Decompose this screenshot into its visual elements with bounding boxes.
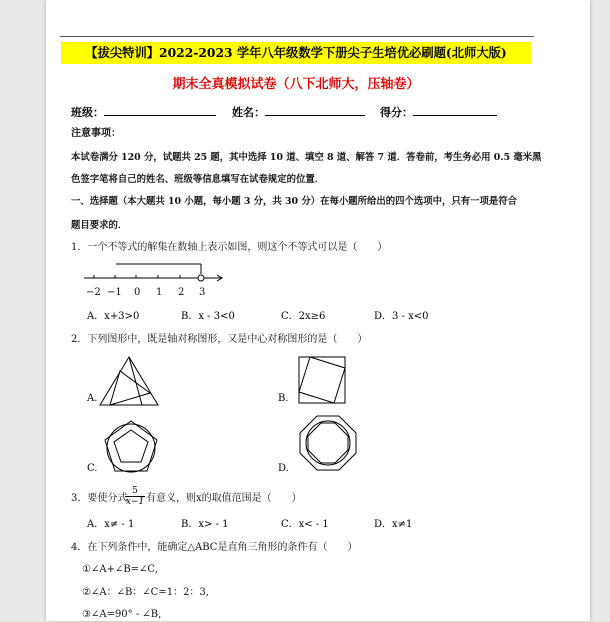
circle	[306, 421, 350, 465]
open-endpoint	[198, 275, 204, 281]
axis-label: −1	[107, 287, 122, 298]
score-field	[380, 104, 497, 120]
q1-option-a[interactable]: A．x+3>0	[87, 311, 140, 322]
q3-fraction	[125, 486, 145, 507]
name-blank[interactable]	[265, 104, 365, 116]
axis-label: 1	[156, 287, 163, 298]
q3-stem-post: 有意义，则x的取值范围是（ ）	[146, 493, 302, 504]
score-label: 得分：	[380, 106, 413, 119]
figure-d	[298, 414, 358, 472]
exam-subtitle: 期末全真模拟试卷（八下北师大，压轴卷）	[172, 77, 420, 92]
class-blank[interactable]	[104, 104, 216, 116]
outer-pentagon	[105, 421, 157, 471]
figure-c	[100, 418, 162, 474]
q2-label-b[interactable]: B.	[278, 393, 289, 404]
q3-stem-pre: 3．要使分式	[71, 493, 128, 504]
class-label: 班级：	[71, 106, 104, 119]
axis-label: 0	[134, 287, 141, 298]
header-rule	[60, 36, 534, 37]
banner-title: 【拔尖特训】2022-2023 学年八年级数学下册尖子生培优必刷题(北师大版)	[61, 42, 531, 64]
outer-triangle	[100, 357, 158, 405]
q2-label-d[interactable]: D.	[278, 463, 289, 474]
score-blank[interactable]	[413, 104, 497, 116]
class-field	[71, 104, 216, 120]
name-label: 姓名：	[232, 106, 265, 119]
circle	[107, 424, 155, 472]
fraction-numerator: 5	[132, 486, 138, 496]
q2-stem: 2．下列图形中，既是轴对称图形，又是中心对称图形的是（ ）	[71, 334, 368, 345]
q1-option-c[interactable]: C．2x≥6	[281, 311, 326, 322]
inner-square	[299, 357, 345, 403]
q2-label-c[interactable]: C.	[87, 463, 98, 474]
q4-condition-1: ①∠A+∠B=∠C,	[82, 564, 158, 575]
notes-line-1: 本试卷满分 120 分，试题共 25 题，其中选择 10 道、填空 8 道、解答 7 道．答卷前，考生务必用 0.5 毫米黑	[71, 152, 542, 163]
section1-line-2: 题目要求的．	[71, 220, 128, 231]
inner-triangle	[110, 371, 150, 405]
section1-line-1: 一、选择题（本大题共 10 小题，每小题 3 分，共 30 分）在每小题所给出的四个选项中，只有一项是符合	[71, 196, 517, 207]
figure-b	[297, 355, 349, 405]
q3-option-a[interactable]: A．x≠ - 1	[87, 519, 135, 530]
axis-label: 2	[178, 287, 185, 298]
q3-option-d[interactable]: D．x≠1	[374, 519, 413, 530]
notes-heading: 注意事项：	[71, 128, 121, 139]
figure-a	[98, 355, 160, 407]
axis-label: −2	[86, 287, 101, 298]
axis-label: 3	[199, 287, 206, 298]
q3-option-b[interactable]: B．x> - 1	[181, 519, 229, 530]
q2-label-a[interactable]: A.	[87, 393, 98, 404]
fraction-denominator: x−1	[125, 497, 145, 507]
inner-octagon	[308, 423, 348, 463]
q4-condition-2: ②∠A：∠B：∠C=1：2：3,	[82, 587, 209, 598]
q1-option-b[interactable]: B．x - 3<0	[181, 311, 235, 322]
name-field	[232, 104, 365, 120]
notes-line-2: 色签字笔将自己的姓名、班级等信息填写在试卷规定的位置．	[71, 174, 325, 185]
q1-option-d[interactable]: D．3 - x<0	[374, 311, 429, 322]
q3-option-c[interactable]: C．x< - 1	[281, 519, 329, 530]
q4-condition-3: ③∠A=90° - ∠B,	[82, 609, 162, 620]
q4-stem: 4．在下列条件中，能确定△ABC是直角三角形的条件有（ ）	[71, 542, 358, 553]
q1-stem: 1．一个不等式的解集在数轴上表示如图，则这个不等式可以是（ ）	[71, 242, 388, 253]
inner-pentagon	[114, 430, 148, 462]
outer-square	[299, 357, 345, 403]
